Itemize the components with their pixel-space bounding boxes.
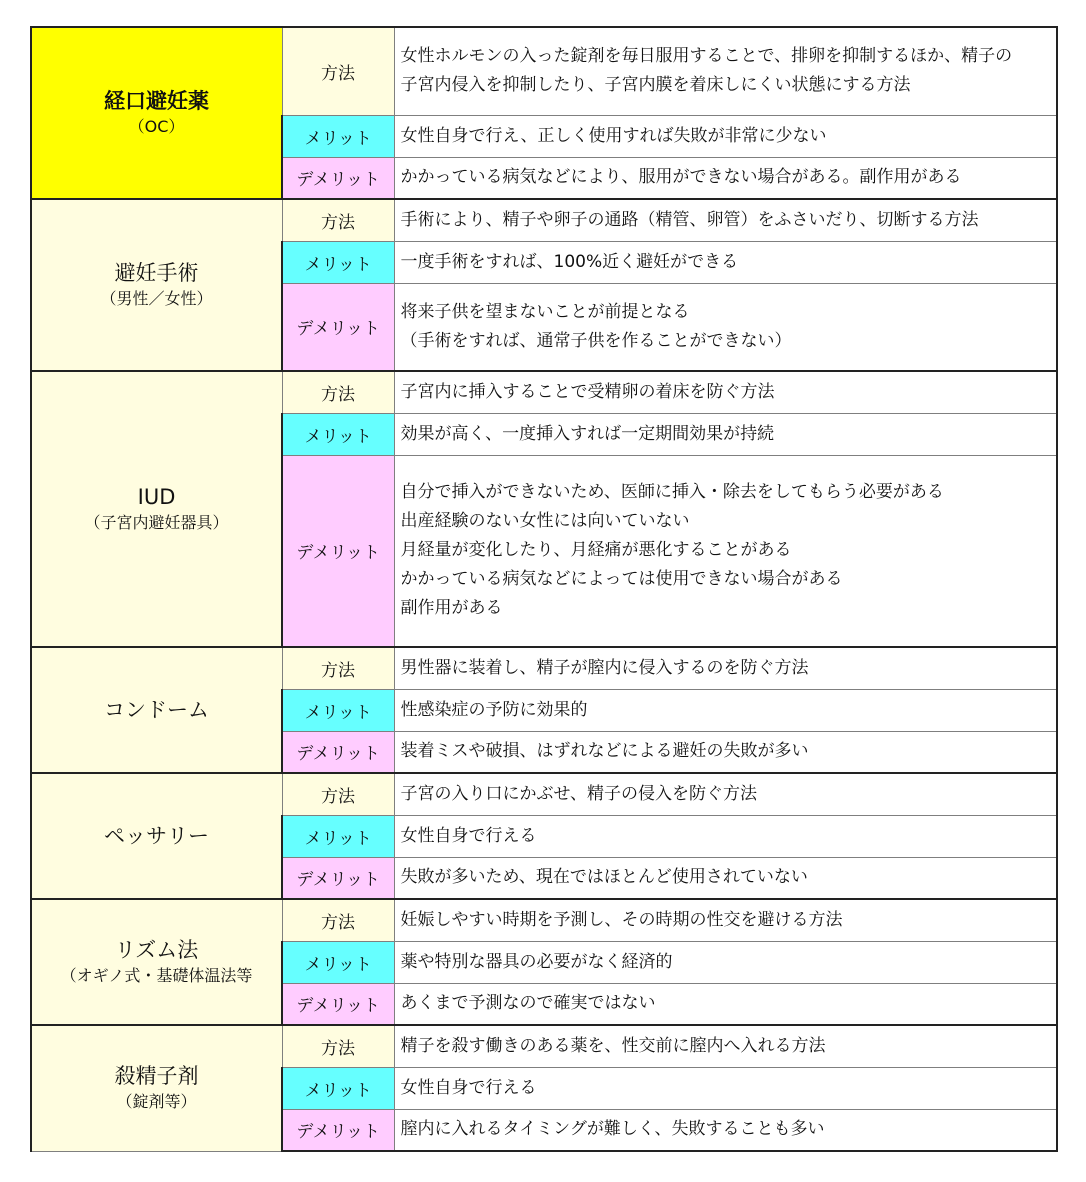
row-label-method: 方法 bbox=[282, 371, 394, 413]
row-label-demerit: デメリット bbox=[282, 731, 394, 773]
method-name: ペッサリー bbox=[104, 824, 209, 848]
row-label-method: 方法 bbox=[282, 199, 394, 241]
method-name: リズム法 bbox=[114, 938, 199, 962]
row-label-merit: メリット bbox=[282, 689, 394, 731]
method-subtitle: （OC） bbox=[128, 117, 185, 136]
method-subtitle: （オギノ式・基礎体温法等 bbox=[60, 966, 253, 985]
demerit-description: 自分で挿入ができないため、医師に挿入・除去をしてもらう必要がある 出産経験のない女性には向いていない 月経量が変化したり、月経痛が悪化することがある かかっている病気などによっては使用できない場合がある 副作用がある bbox=[394, 455, 1057, 647]
method-name-cell bbox=[31, 371, 282, 647]
method-name-cell bbox=[31, 199, 282, 371]
method-subtitle: （子宮内避妊器具） bbox=[84, 513, 229, 532]
demerit-description: かかっている病気などにより、服用ができない場合がある。副作用がある bbox=[394, 157, 1057, 199]
row-label-method: 方法 bbox=[282, 27, 394, 115]
method-name: 経口避妊薬 bbox=[104, 89, 209, 113]
method-group bbox=[31, 1025, 1057, 1151]
method-subtitle: （男性／女性） bbox=[100, 289, 213, 308]
row-label-method: 方法 bbox=[282, 773, 394, 815]
demerit-description: 装着ミスや破損、はずれなどによる避妊の失敗が多い bbox=[394, 731, 1057, 773]
row-label-demerit: デメリット bbox=[282, 283, 394, 371]
method-description: 女性ホルモンの入った錠剤を毎日服用することで、排卵を抑制するほか、精子の 子宮内侵入を抑制したり、子宮内膜を着床しにくい状態にする方法 bbox=[394, 27, 1057, 115]
row-label-demerit: デメリット bbox=[282, 157, 394, 199]
method-group bbox=[31, 27, 1057, 199]
merit-description: 女性自身で行え、正しく使用すれば失敗が非常に少ない bbox=[394, 115, 1057, 157]
demerit-description: 失敗が多いため、現在ではほとんど使用されていない bbox=[394, 857, 1057, 899]
row-label-demerit: デメリット bbox=[282, 983, 394, 1025]
method-name-cell bbox=[31, 27, 282, 199]
method-name-cell bbox=[31, 647, 282, 773]
merit-description: 女性自身で行える bbox=[394, 1067, 1057, 1109]
method-group bbox=[31, 647, 1057, 773]
demerit-description: 将来子供を望まないことが前提となる （手術をすれば、通常子供を作ることができない） bbox=[394, 283, 1057, 371]
method-subtitle: （錠剤等） bbox=[116, 1092, 197, 1112]
method-name-cell bbox=[31, 1025, 282, 1151]
method-name: コンドーム bbox=[104, 698, 209, 722]
method-description: 男性器に装着し、精子が膣内に侵入するのを防ぐ方法 bbox=[394, 647, 1057, 689]
row-label-merit: メリット bbox=[282, 941, 394, 983]
merit-description: 性感染症の予防に効果的 bbox=[394, 689, 1057, 731]
row-label-demerit: デメリット bbox=[282, 857, 394, 899]
method-description: 手術により、精子や卵子の通路（精管、卵管）をふさいだり、切断する方法 bbox=[394, 199, 1057, 241]
method-group bbox=[31, 899, 1057, 1025]
row-label-method: 方法 bbox=[282, 899, 394, 941]
row-label-demerit: デメリット bbox=[282, 455, 394, 647]
contraception-comparison-table bbox=[30, 26, 1058, 1152]
method-name: IUD bbox=[137, 485, 176, 509]
merit-description: 薬や特別な器具の必要がなく経済的 bbox=[394, 941, 1057, 983]
merit-description: 女性自身で行える bbox=[394, 815, 1057, 857]
method-group bbox=[31, 199, 1057, 371]
method-description: 精子を殺す働きのある薬を、性交前に膣内へ入れる方法 bbox=[394, 1025, 1057, 1067]
method-group bbox=[31, 773, 1057, 899]
merit-description: 効果が高く、一度挿入すれば一定期間効果が持続 bbox=[394, 413, 1057, 455]
method-description: 子宮の入り口にかぶせ、精子の侵入を防ぐ方法 bbox=[394, 773, 1057, 815]
row-label-method: 方法 bbox=[282, 1025, 394, 1067]
method-name: 避妊手術 bbox=[114, 261, 199, 285]
demerit-description: あくまで予測なので確実ではない bbox=[394, 983, 1057, 1025]
row-label-merit: メリット bbox=[282, 115, 394, 157]
row-label-merit: メリット bbox=[282, 413, 394, 455]
row-label-merit: メリット bbox=[282, 815, 394, 857]
row-label-merit: メリット bbox=[282, 241, 394, 283]
merit-description: 一度手術をすれば、100%近く避妊ができる bbox=[394, 241, 1057, 283]
row-label-merit: メリット bbox=[282, 1067, 394, 1109]
demerit-description: 膣内に入れるタイミングが難しく、失敗することも多い bbox=[394, 1109, 1057, 1151]
row-label-demerit: デメリット bbox=[282, 1109, 394, 1151]
method-name: 殺精子剤 bbox=[114, 1064, 199, 1089]
method-group bbox=[31, 371, 1057, 647]
row-label-method: 方法 bbox=[282, 647, 394, 689]
method-description: 妊娠しやすい時期を予測し、その時期の性交を避ける方法 bbox=[394, 899, 1057, 941]
method-name-cell bbox=[31, 773, 282, 899]
method-name-cell bbox=[31, 899, 282, 1025]
method-description: 子宮内に挿入することで受精卵の着床を防ぐ方法 bbox=[394, 371, 1057, 413]
